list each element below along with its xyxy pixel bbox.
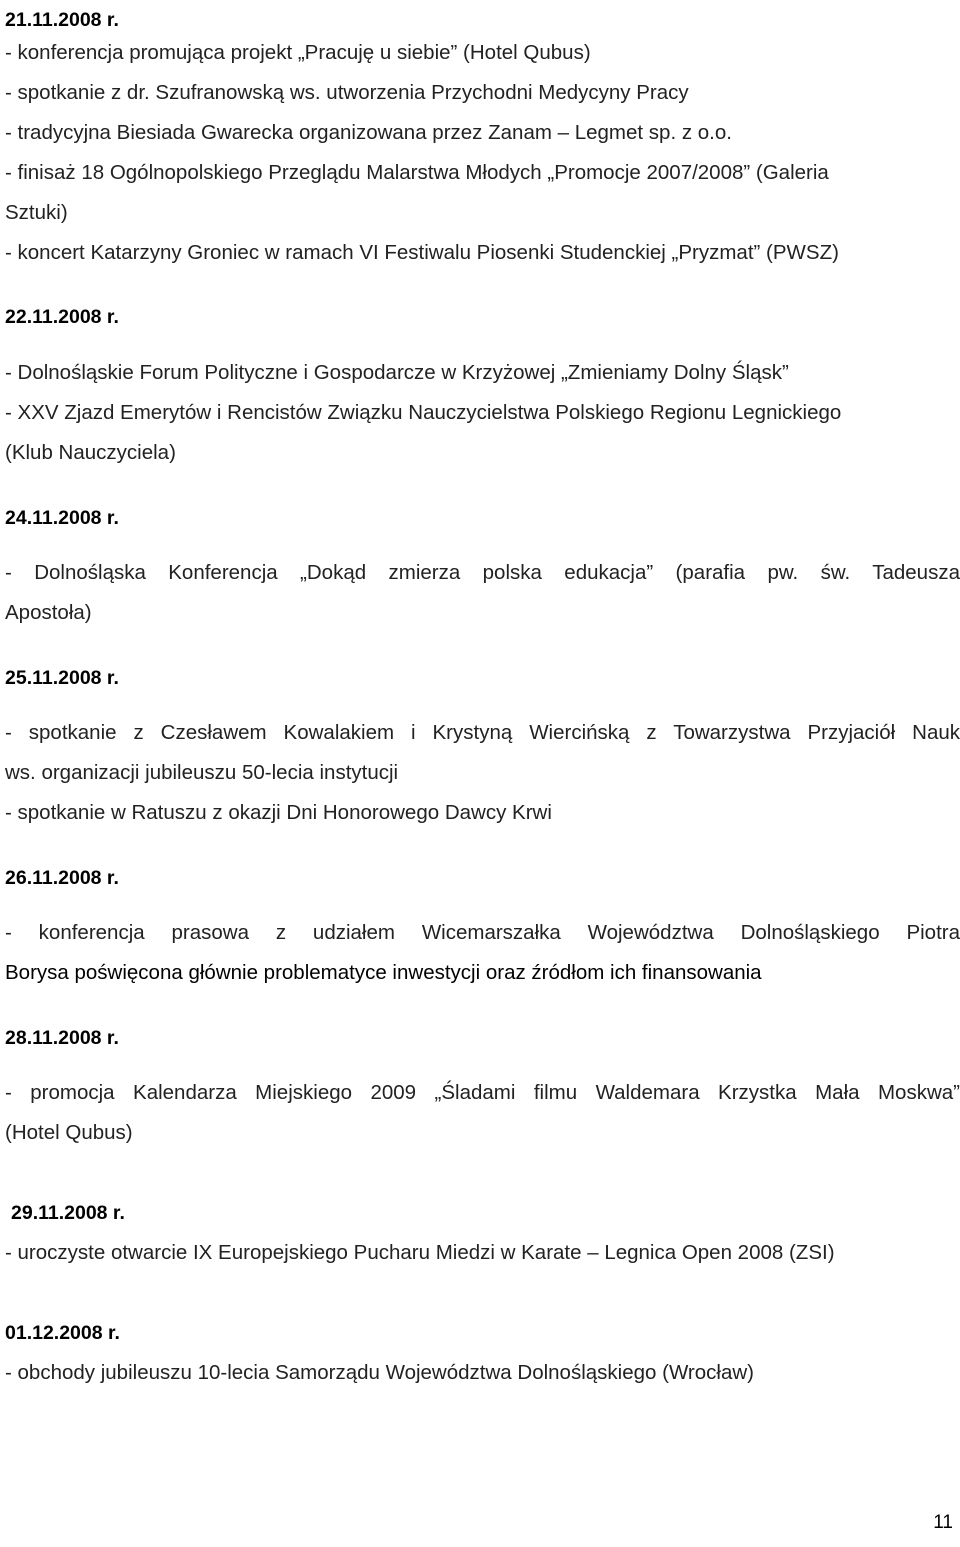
page-number: 11 xyxy=(933,1512,953,1533)
entry-line: - spotkanie z dr. Szufranowską ws. utworzenia Przychodni Medycyny Pracy xyxy=(5,81,689,104)
entry-line: - Dolnośląskie Forum Polityczne i Gospodarcze w Krzyżowej „Zmieniamy Dolny Śląsk” xyxy=(5,361,789,384)
entry-line: - koncert Katarzyny Groniec w ramach VI Festiwalu Piosenki Studenckiej „Pryzmat” (PWSZ) xyxy=(5,241,839,264)
entry-date: 22.11.2008 r. xyxy=(5,306,119,328)
entry-line: - tradycyjna Biesiada Gwarecka organizowana przez Zanam – Legmet sp. z o.o. xyxy=(5,121,732,144)
entry-line: - uroczyste otwarcie IX Europejskiego Pucharu Miedzi w Karate – Legnica Open 2008 (ZSI) xyxy=(5,1241,835,1264)
entry-date: 24.11.2008 r. xyxy=(5,507,119,529)
entry-date: 29.11.2008 r. xyxy=(11,1202,125,1224)
entry-line: - konferencja promująca projekt „Pracuję u siebie” (Hotel Qubus) xyxy=(5,41,591,64)
entry-line: - spotkanie w Ratuszu z okazji Dni Honorowego Dawcy Krwi xyxy=(5,801,552,824)
entry-date: 28.11.2008 r. xyxy=(5,1027,119,1049)
entry-line: (Hotel Qubus) xyxy=(5,1121,133,1144)
entry-line: - XXV Zjazd Emerytów i Rencistów Związku Nauczycielstwa Polskiego Regionu Legnickiego xyxy=(5,401,842,424)
entry-date: 26.11.2008 r. xyxy=(5,867,119,889)
entry-line: Sztuki) xyxy=(5,201,68,224)
entry-line: Borysa poświęcona głównie problematyce inwestycji oraz źródłom ich finansowania xyxy=(5,961,762,984)
entry-date: 01.12.2008 r. xyxy=(5,1322,120,1344)
entry-date: 21.11.2008 r. xyxy=(5,9,119,31)
entry-line: - finisaż 18 Ogólnopolskiego Przeglądu Malarstwa Młodych „Promocje 2007/2008” (Galeria xyxy=(5,161,829,184)
entry-line: - Dolnośląska Konferencja „Dokąd zmierza polska edukacja” (parafia pw. św. Tadeusza xyxy=(5,561,960,584)
entry-line: Apostoła) xyxy=(5,601,92,624)
entry-line: - spotkanie z Czesławem Kowalakiem i Krystyną Wiercińską z Towarzystwa Przyjaciół Nauk xyxy=(5,721,960,744)
entry-line: ws. organizacji jubileuszu 50-lecia instytucji xyxy=(5,761,399,784)
entry-line: - konferencja prasowa z udziałem Wicemarszałka Województwa Dolnośląskiego Piotra xyxy=(5,921,960,944)
entry-line: (Klub Nauczyciela) xyxy=(5,441,176,464)
entry-date: 25.11.2008 r. xyxy=(5,667,119,689)
entry-line: - obchody jubileuszu 10-lecia Samorządu Województwa Dolnośląskiego (Wrocław) xyxy=(5,1361,754,1384)
entry-line: - promocja Kalendarza Miejskiego 2009 „Śladami filmu Waldemara Krzystka Mała Moskwa” xyxy=(5,1081,960,1104)
